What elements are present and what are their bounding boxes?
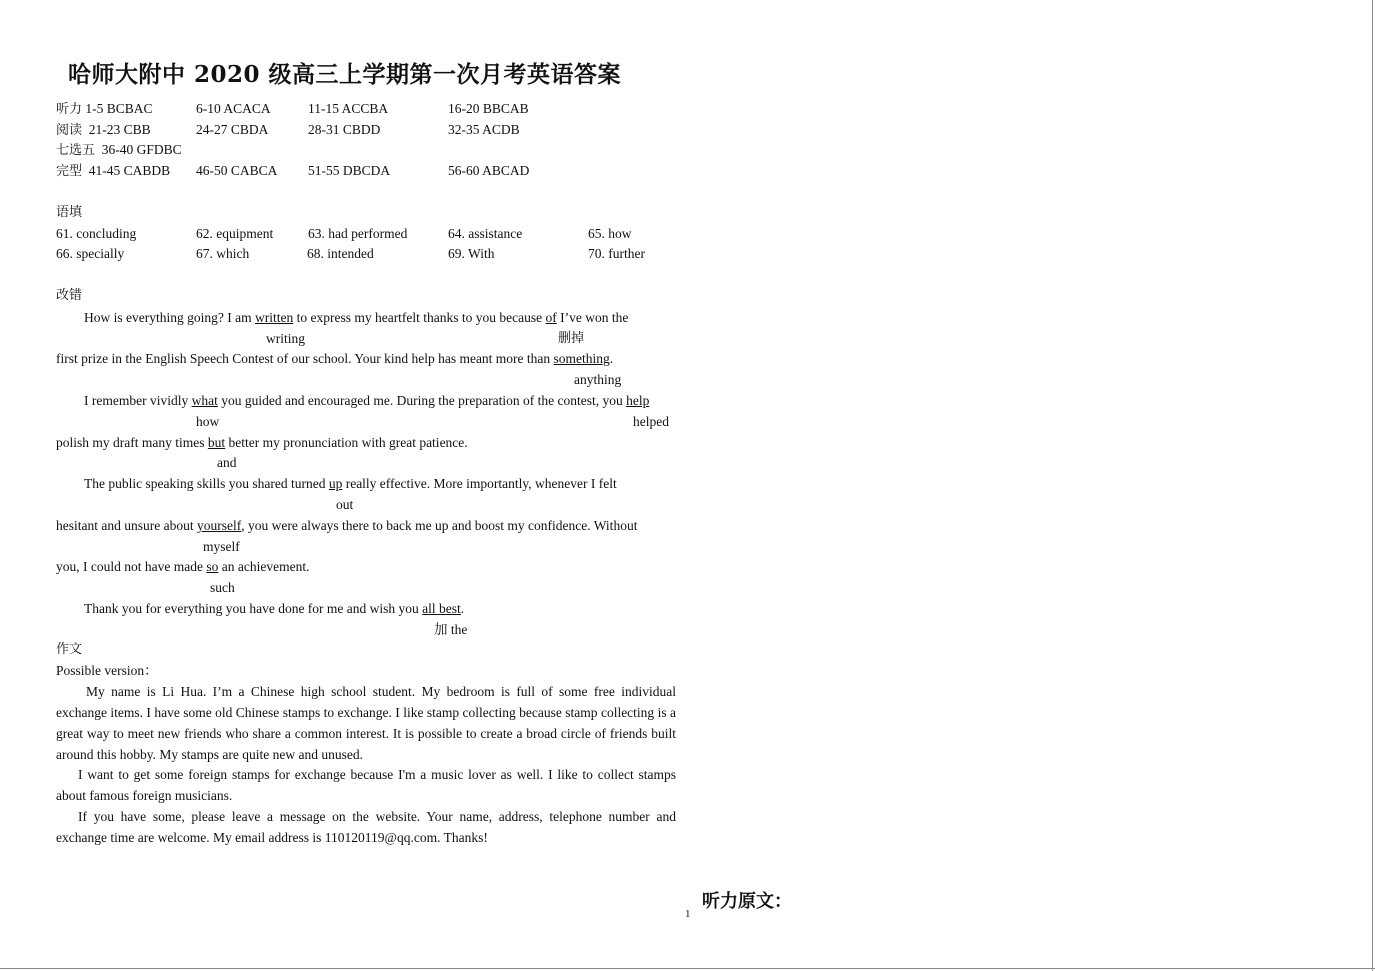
listening-row: 听力 1-5 BCBAC	[56, 101, 153, 117]
error-word: up	[328, 476, 343, 491]
grammar-answer: 70. further	[588, 246, 645, 261]
page-edge-right	[1372, 0, 1373, 971]
document-title: 哈师大附中 2020 级高三上学期第一次月考英语答案	[68, 61, 622, 88]
correction-heading: 改错	[56, 288, 83, 303]
reading-answer: 28-31 CBDD	[308, 122, 381, 137]
correction-fix: anything	[574, 372, 622, 387]
grammar-answer: 64. assistance	[448, 226, 523, 241]
correction-line: polish my draft many times but better my pronunciation with great patience.	[56, 435, 468, 450]
cloze-answer: 56-60 ABCAD	[448, 163, 530, 178]
reading-row: 阅读 21-23 CBB	[56, 122, 151, 138]
essay-paragraph: My name is Li Hua. I’m a Chinese high school student. My bedroom is full of some free individual exchange items. I have some old Chinese stamps to exchange. I like stamp collecting because stamp collecting is a great way to meet new friends who share a common interest. It is possible to create a broad circle of friends built around this hobby. My stamps are quite new and unused.	[56, 684, 676, 762]
cloze-answer: 46-50 CABCA	[196, 163, 278, 178]
grammar-heading: 语填	[56, 205, 83, 220]
correction-line: The public speaking skills you shared turned up really effective. More importantly, whenever I felt	[84, 476, 617, 491]
correction-fix: and	[217, 455, 237, 470]
grammar-answer: 69. With	[448, 246, 495, 261]
correction-fix: helped	[633, 414, 669, 429]
grammar-answer: 62. equipment	[196, 226, 274, 241]
grammar-answer: 63. had performed	[308, 226, 408, 241]
essay-heading: 作文	[56, 642, 83, 657]
cloze-row: 完型 41-45 CABDB	[56, 163, 171, 179]
error-word: but	[207, 435, 226, 450]
seven-choose-five-row: 七选五 36-40 GFDBC	[56, 142, 182, 158]
error-word: something	[553, 351, 610, 366]
correction-line: Thank you for everything you have done for me and wish you all best.	[84, 601, 465, 616]
grammar-answer: 66. specially	[56, 246, 125, 261]
correction-fix: 删掉	[558, 331, 585, 346]
grammar-answer: 61. concluding	[56, 226, 137, 241]
correction-line: I remember vividly what you guided and encouraged me. During the preparation of the contest, you help	[84, 393, 650, 408]
error-word: what	[191, 393, 218, 408]
essay-paragraph: If you have some, please leave a message on the website. Your name, address, telephone number and exchange time are welcome. My email address is 110120119@qq.com. Thanks!	[56, 809, 676, 845]
listening-answer: 16-20 BBCAB	[448, 101, 529, 116]
correction-line: first prize in the English Speech Contest of our school. Your kind help has meant more than something.	[56, 351, 614, 366]
reading-answer: 32-35 ACDB	[448, 122, 520, 137]
correction-fix: out	[336, 497, 354, 512]
listening-answer: 6-10 ACACA	[196, 101, 271, 116]
essay-paragraph: I want to get some foreign stamps for exchange because I'm a music lover as well. I like to collect stamps about famous foreign musicians.	[56, 767, 676, 803]
correction-line: How is everything going? I am written to express my heartfelt thanks to you because of I’ve won the	[84, 310, 629, 325]
essay-label: Possible version：	[56, 663, 158, 678]
page-number: 1	[685, 908, 691, 920]
grammar-answer: 65. how	[588, 226, 632, 241]
page-edge-bottom	[0, 968, 1375, 969]
correction-line: you, I could not have made so an achievement.	[56, 559, 310, 574]
error-word: yourself	[196, 518, 242, 533]
grammar-answer: 68. intended	[307, 246, 374, 261]
error-word: all best	[422, 601, 461, 616]
correction-fix: myself	[203, 539, 240, 554]
grammar-answer: 67. which	[196, 246, 250, 261]
error-word: help	[626, 393, 650, 408]
error-word: of	[545, 310, 557, 325]
correction-fix: 加 the	[434, 622, 468, 637]
cloze-answer: 51-55 DBCDA	[308, 163, 391, 178]
correction-fix: such	[210, 580, 235, 595]
correction-fix: how	[196, 414, 220, 429]
listening-transcript-heading: 听力原文：	[702, 891, 792, 912]
correction-fix: writing	[266, 331, 305, 346]
error-word: written	[254, 310, 294, 325]
reading-answer: 24-27 CBDA	[196, 122, 269, 137]
error-word: so	[206, 559, 219, 574]
listening-answer: 11-15 ACCBA	[308, 101, 389, 116]
correction-line: hesitant and unsure about yourself, you were always there to back me up and boost my confidence. Without	[56, 518, 638, 533]
